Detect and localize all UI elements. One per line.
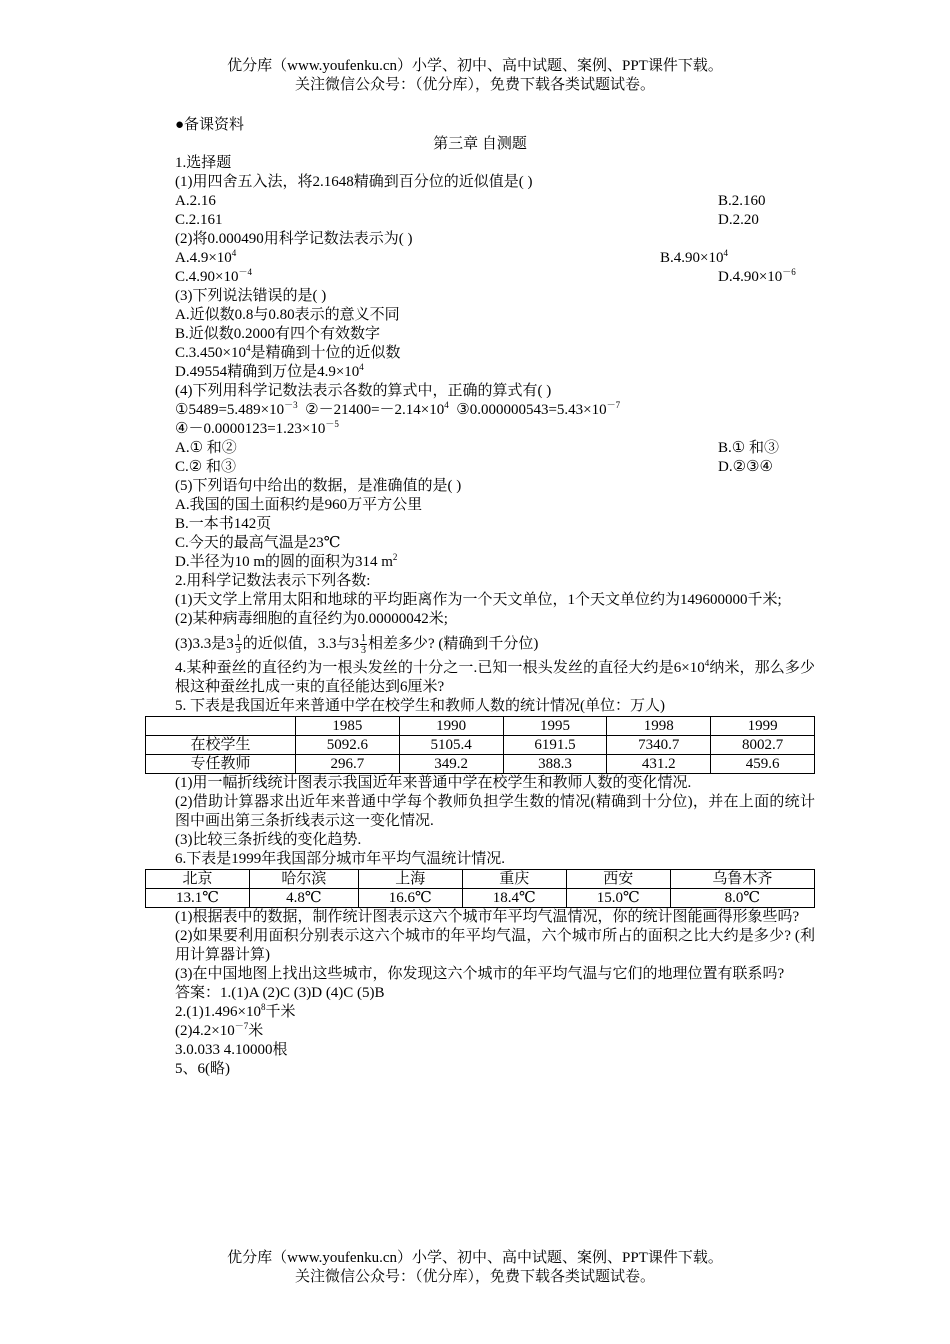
option-row: [145, 439, 815, 458]
fraction: $\frac{1}{3}$: [361, 633, 367, 657]
table-cell: 15.0℃: [566, 889, 670, 908]
document-body: [145, 116, 815, 1079]
option-c: C.② 和③: [175, 459, 236, 475]
table-header-row: [146, 717, 815, 736]
footer-line-1: 优分库（www.youfenku.cn）小学、初中、高中试题、案例、PPT课件下载。: [227, 1250, 723, 1266]
question-1-2: (2)将0.000490用科学记数法表示为( ): [175, 231, 413, 247]
section-5-heading: 5. 下表是我国近年来普通中学在校学生和教师人数的统计情况(单位：万人): [175, 698, 665, 714]
answer-line: 3.0.033 4.10000根: [175, 1042, 288, 1058]
option-d: $D.4.90\times 10^{-6}$: [718, 267, 796, 285]
table-cell: 8.0℃: [670, 889, 814, 908]
answer-line: $2.(1)1.496\times 10^8$千米: [175, 1002, 296, 1020]
section-4: 4.某种蚕丝的直径约为一根头发丝的十分之一.已知一根头发丝的直径大约是$6\times 10^4$纳米，那么多少根这种蚕丝扎成一束的直径能达到6厘米?: [175, 658, 815, 695]
table-cell: 专任教师: [146, 755, 296, 774]
answer-line: $(2)4.2\times 10^{-7}$米: [175, 1021, 264, 1039]
option-c: $C.3.450\times 10^4$是精确到十位的近似数: [175, 343, 401, 361]
paragraph: (3)在中国地图上找出这些城市，你发现这六个城市的年平均气温与它们的地理位置有联系吗?: [175, 966, 785, 982]
page-header: [0, 57, 950, 95]
table-cell: 349.2: [399, 755, 503, 774]
question-1-5: (5)下列语句中给出的数据，是准确值的是( ): [175, 478, 462, 494]
section-6-heading: 6.下表是1999年我国部分城市年平均气温统计情况.: [175, 851, 506, 867]
table-cell: 重庆: [462, 870, 566, 889]
table-cell: 1985: [295, 717, 399, 736]
table-cell: 哈尔滨: [250, 870, 359, 889]
paragraph: (1)用一幅折线统计图表示我国近年来普通中学在校学生和教师人数的变化情况.: [175, 775, 692, 791]
table-cell: 1998: [607, 717, 711, 736]
table-cell: 7340.7: [607, 736, 711, 755]
table-cell: 北京: [146, 870, 250, 889]
table-cell: 431.2: [607, 755, 711, 774]
statistics-table: [145, 716, 815, 774]
table-cell: 5105.4: [399, 736, 503, 755]
table-cell: 上海: [358, 870, 462, 889]
table-cell: 乌鲁木齐: [670, 870, 814, 889]
option-d: D.2.20: [718, 212, 759, 228]
answer-line: 5、6(略): [175, 1061, 230, 1077]
equation-list: $①5489=5.489\times 10^{-3}$ $②-21400=-2.14\times 10^4$ $③0.000000543=5.43\times 10^{-7}$: [175, 400, 621, 418]
answer-line: 答案：1.(1)A (2)C (3)D (4)C (5)B: [175, 985, 385, 1001]
section-1-heading: 1.选择题: [175, 155, 232, 171]
page-footer: [0, 1249, 950, 1287]
option-d: D.半径为10 m的圆的面积为314 $m^2$: [175, 552, 398, 570]
option-a: A.2.16: [175, 193, 216, 209]
section-2-heading: 2.用科学记数法表示下列各数:: [175, 573, 371, 589]
option-row: [145, 458, 815, 477]
table-cell: 西安: [566, 870, 670, 889]
table-row: [146, 889, 815, 908]
temperature-table: [145, 869, 815, 908]
table-cell: 1999: [711, 717, 815, 736]
table-cell: 296.7: [295, 755, 399, 774]
option-c: C.今天的最高气温是23℃: [175, 535, 341, 551]
paragraph: (3)比较三条折线的变化趋势.: [175, 832, 362, 848]
table-cell: [146, 717, 296, 736]
option-d: D.②③④: [718, 459, 773, 475]
paragraph: (2)如果要利用面积分别表示这六个城市的年平均气温，六个城市所占的面积之比大约是多少? (利用计算器计算): [175, 928, 815, 963]
option-a: A.① 和②: [175, 440, 237, 456]
bullet-heading: ●备课资料: [175, 117, 245, 133]
table-cell: 18.4℃: [462, 889, 566, 908]
option-b: B.一本书142页: [175, 516, 272, 532]
table-cell: 16.6℃: [358, 889, 462, 908]
table-cell: 1995: [503, 717, 607, 736]
option-b: B.2.160: [718, 193, 766, 209]
question-1-3: (3)下列说法错误的是( ): [175, 288, 327, 304]
header-line-2: 关注微信公众号：（优分库），免费下载各类试题试卷。: [294, 77, 655, 93]
header-line-1: 优分库（www.youfenku.cn）小学、初中、高中试题、案例、PPT课件下载。: [227, 58, 723, 74]
option-row: [145, 268, 815, 287]
paragraph: (2)借助计算器求出近年来普通中学每个教师负担学生数的情况(精确到十分位)，并在上面的统计图中画出第三条折线表示这一变化情况.: [175, 794, 815, 829]
fraction: $\frac{1}{3}$: [235, 633, 241, 657]
option-b: $B.4.90\times 10^4$: [660, 248, 728, 266]
paragraph: (2)某种病毒细胞的直径约为0.00000042米;: [175, 611, 448, 627]
paragraph: (1)根据表中的数据，制作统计图表示这六个城市年平均气温情况，你的统计图能画得形象些吗?: [175, 909, 800, 925]
table-cell: 459.6: [711, 755, 815, 774]
table-cell: 8002.7: [711, 736, 815, 755]
option-row: [145, 211, 815, 230]
table-cell: 13.1℃: [146, 889, 250, 908]
footer-line-2: 关注微信公众号：（优分库），免费下载各类试题试卷。: [294, 1269, 655, 1285]
option-c: $C.4.90\times 10^{-4}$: [175, 267, 252, 285]
option-row: [145, 192, 815, 211]
option-b: B.近似数0.2000有四个有效数字: [175, 326, 381, 342]
paragraph: (1)天文学上常用太阳和地球的平均距离作为一个天文单位，1个天文单位约为149600000千米;: [175, 592, 782, 608]
option-a: A.近似数0.8与0.80表示的意义不同: [175, 307, 400, 323]
option-a: $A.4.9\times 10^4$: [175, 248, 237, 266]
question-1-1: (1)用四舍五入法，将2.1648精确到百分位的近似值是( ): [175, 174, 533, 190]
option-row: [145, 249, 815, 268]
table-header-row: [146, 870, 815, 889]
table-row: [146, 755, 815, 774]
page-title: 第三章 自测题: [433, 136, 527, 152]
question-1-4: (4)下列用科学记数法表示各数的算式中，正确的算式有( ): [175, 383, 552, 399]
equation-4: $④-0.0000123=1.23\times 10^{-5}$: [175, 419, 339, 437]
option-b: B.① 和③: [718, 440, 779, 456]
option-d: D.49554精确到万位是$4.9\times 10^4$: [175, 362, 364, 380]
table-cell: 1990: [399, 717, 503, 736]
option-c: C.2.161: [175, 212, 223, 228]
table-cell: 4.8℃: [250, 889, 359, 908]
paragraph: (3)3.3是3 $\frac{1}{3}$ 的近似值，3.3与3 $\frac{1}{3}$ 相差多少? (精确到千分位): [175, 633, 539, 657]
table-cell: 在校学生: [146, 736, 296, 755]
table-row: [146, 736, 815, 755]
table-cell: 388.3: [503, 755, 607, 774]
table-cell: 6191.5: [503, 736, 607, 755]
table-cell: 5092.6: [295, 736, 399, 755]
option-a: A.我国的国土面积约是960万平方公里: [175, 497, 423, 513]
